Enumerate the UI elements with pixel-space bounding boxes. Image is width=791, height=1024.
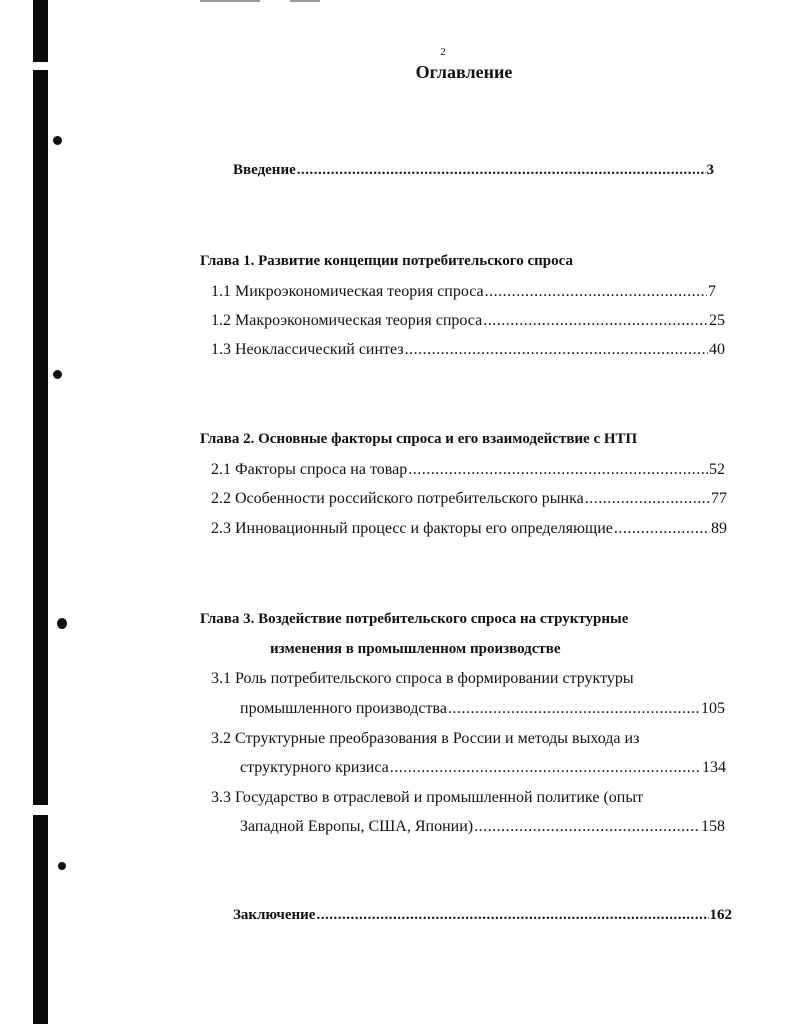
- toc-entry-intro: [233, 162, 714, 184]
- dot-leader: [474, 818, 700, 836]
- scan-edge-bar-top: [33, 0, 48, 62]
- toc-entry-3-1-label: 3.1 Роль потребительского спроса в формировании структуры: [211, 670, 634, 687]
- dot-leader: [485, 283, 707, 301]
- dot-leader: [297, 162, 706, 179]
- page-title: Оглавление: [415, 62, 513, 82]
- chapter-3-title: Глава 3. Воздействие потребительского спроса на структурные: [200, 611, 629, 627]
- toc-entry-2-2: [211, 490, 727, 512]
- chapter-2-title: Глава 2. Основные факторы спроса и его взаимодействие с НТП: [200, 431, 638, 447]
- toc-entry-page: 7: [708, 283, 716, 300]
- dot-leader: [405, 341, 708, 359]
- scan-smudge-top: [200, 0, 260, 2]
- toc-entry-page: 134: [702, 759, 726, 776]
- dot-leader: [585, 490, 710, 508]
- page-number: 2: [440, 46, 446, 58]
- punch-hole-mark-3: [57, 618, 67, 629]
- dot-leader: [614, 520, 710, 538]
- toc-entry-3-3-label: 3.3 Государство в отраслевой и промышленной политике (опыт: [211, 789, 644, 806]
- toc-entry-3-2-label: 3.2 Структурные преобразования в России и методы выхода из: [211, 730, 640, 747]
- toc-entry-label: структурного кризиса: [240, 759, 389, 776]
- dot-leader: [390, 759, 701, 777]
- chapter-1-title: Глава 1. Развитие концепции потребительского спроса: [200, 253, 573, 269]
- chapter-3-title-continued: изменения в промышленном производстве: [270, 641, 561, 657]
- punch-hole-mark-4: [58, 862, 66, 870]
- toc-entry-page: 89: [711, 520, 727, 537]
- toc-entry-1-3: [211, 341, 725, 363]
- toc-entry-3-2: [240, 759, 726, 781]
- toc-entry-page: 25: [709, 312, 725, 329]
- toc-entry-label: 2.2 Особенности российского потребительского рынка: [211, 490, 584, 507]
- toc-entry-page: 3: [706, 162, 714, 178]
- punch-hole-mark-2: [53, 370, 62, 379]
- toc-entry-label: промышленного производства: [240, 700, 447, 717]
- toc-entry-page: 162: [709, 907, 732, 923]
- toc-entry-page: 40: [709, 341, 725, 358]
- dot-leader: [316, 907, 708, 924]
- toc-entry-3-1: [240, 700, 725, 722]
- dot-leader: [408, 461, 708, 479]
- scan-edge-bar-middle: [33, 70, 48, 805]
- toc-entry-1-2: [211, 312, 725, 334]
- toc-entry-label: Заключение: [233, 907, 316, 923]
- toc-entry-label: 1.1 Микроэкономическая теория спроса: [211, 283, 484, 300]
- toc-entry-label: Западной Европы, США, Японии): [240, 818, 474, 835]
- dot-leader: [448, 700, 700, 718]
- scan-smudge-top-2: [290, 0, 320, 2]
- scan-edge-bar-bottom: [33, 815, 48, 1024]
- toc-entry-label: 2.3 Инновационный процесс и факторы его определяющие: [211, 520, 613, 537]
- toc-entry-label: 1.3 Неоклассический синтез: [211, 341, 404, 358]
- toc-entry-conclusion: [233, 907, 732, 929]
- toc-entry-page: 158: [701, 818, 725, 835]
- toc-entry-1-1: [211, 283, 716, 305]
- toc-entry-3-3: [240, 818, 725, 840]
- toc-entry-2-3: [211, 520, 727, 542]
- toc-entry-label: 1.2 Макроэкономическая теория спроса: [211, 312, 483, 329]
- punch-hole-mark-1: [53, 136, 62, 145]
- toc-entry-page: 52: [709, 461, 725, 478]
- toc-entry-page: 105: [701, 700, 725, 717]
- toc-entry-label: 2.1 Факторы спроса на товар: [211, 461, 408, 478]
- dot-leader: [483, 312, 708, 330]
- toc-entry-2-1: [211, 461, 725, 483]
- toc-entry-page: 77: [711, 490, 727, 507]
- toc-entry-label: Введение: [233, 162, 296, 178]
